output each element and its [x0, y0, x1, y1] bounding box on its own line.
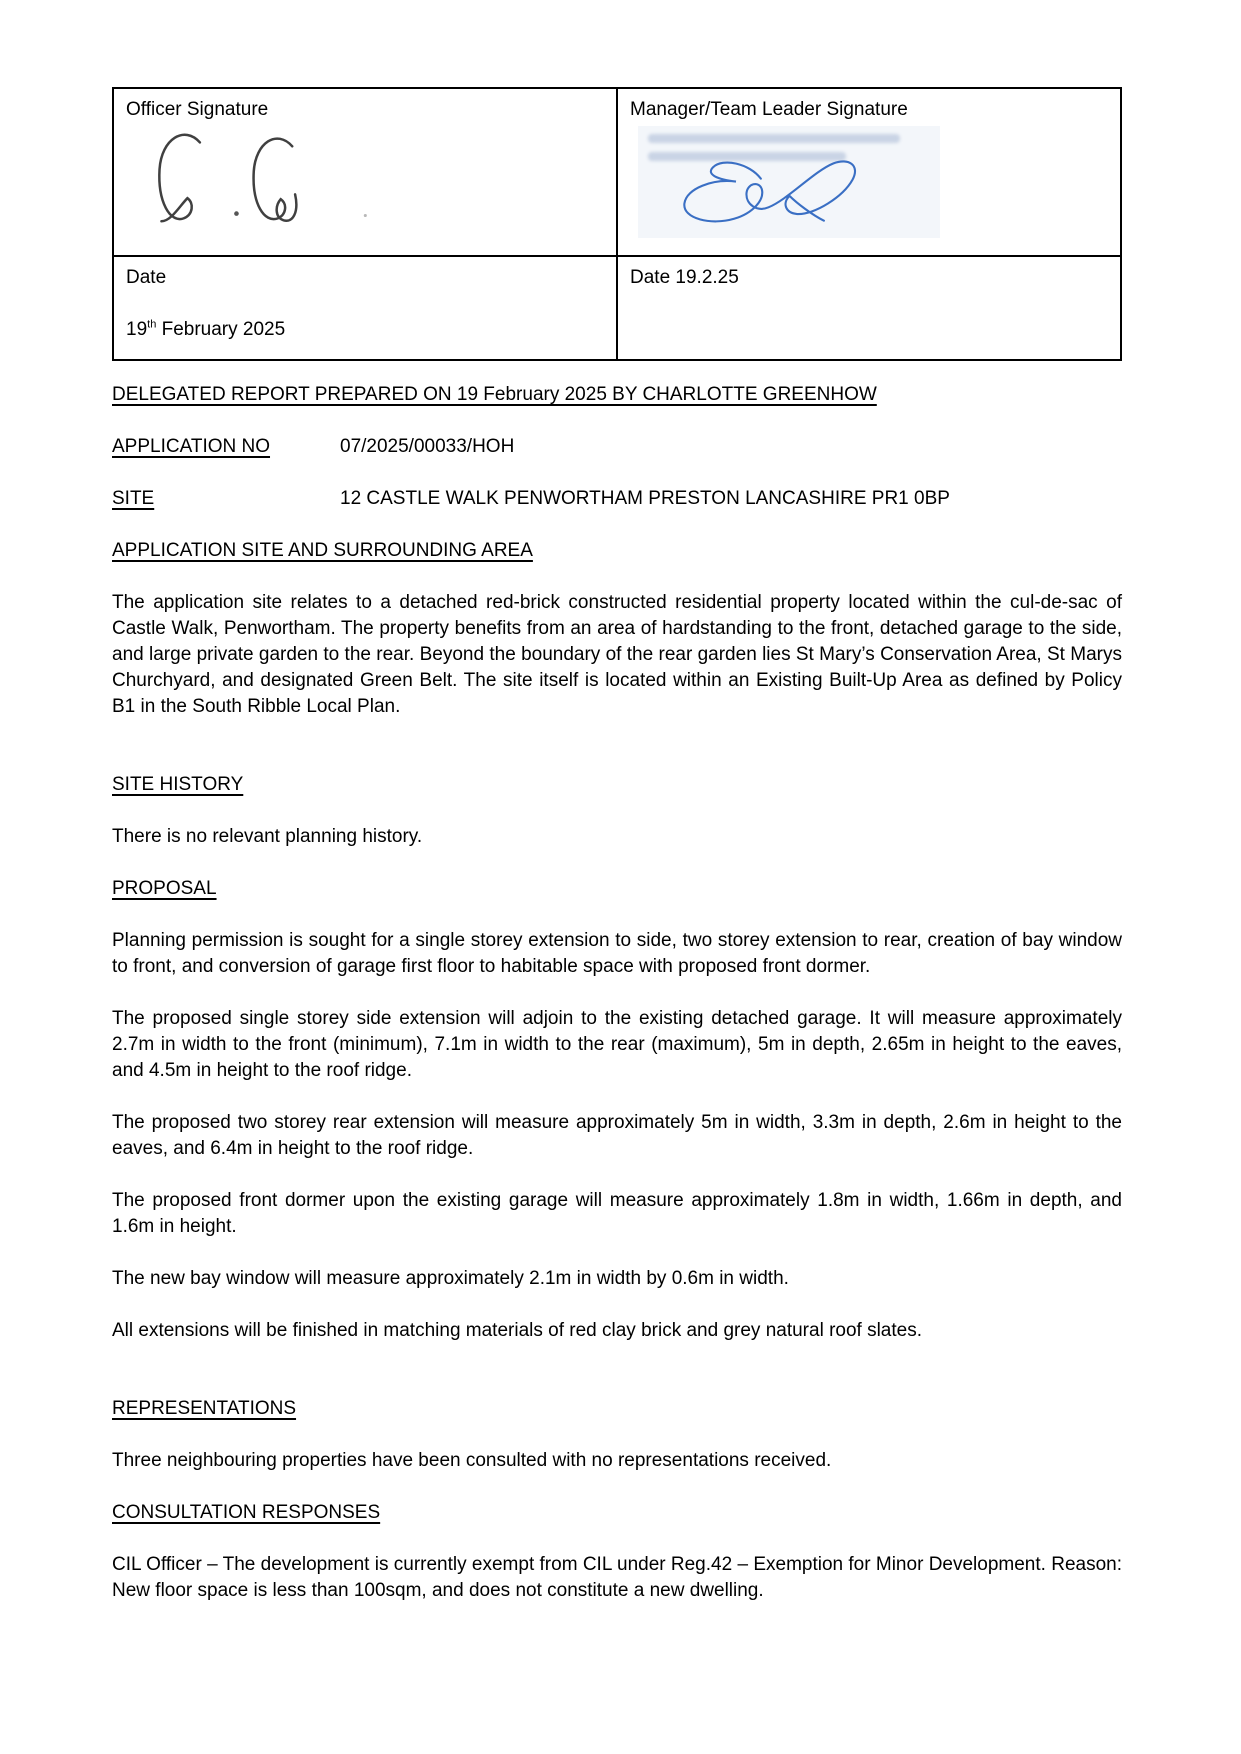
heading-representations: REPRESENTATIONS — [112, 1398, 297, 1419]
signature-table — [112, 87, 1122, 361]
field-label-application-no: APPLICATION NO — [112, 436, 271, 457]
manager-signature-scan — [638, 126, 940, 238]
paragraph-proposal-6: All extensions will be finished in matching materials of red clay brick and grey natural roof slates. — [112, 1320, 922, 1341]
paragraph-proposal-5: The new bay window will measure approximately 2.1m in width by 0.6m in width. — [112, 1268, 789, 1289]
paragraph-application-site: The application site relates to a detached red-brick constructed residential property located within the cul-de-sac of Castle Walk, Penwortham. The property benefits from an area of hardstanding to the front, detached garage to the side, and large private garden to the rear. Beyond the boundary of the rear garden lies St Mary’s Conservation Area, St Marys Churchyard, and designated Green Belt. The site itself is located within an Existing Built-Up Area as defined by Policy B1 in the South Ribble Local Plan. — [112, 592, 1122, 717]
paragraph-proposal-4: The proposed front dormer upon the existing garage will measure approximately 1.8m in width, 1.66m in depth, and 1.6m in height. — [112, 1190, 1122, 1237]
officer-date-value — [126, 317, 604, 343]
field-value-application-no: 07/2025/00033/HOH — [340, 436, 515, 457]
field-site — [112, 486, 1122, 512]
officer-date-cell — [113, 256, 617, 360]
field-value-site: 12 CASTLE WALK PENWORTHAM PRESTON LANCASHIRE PR1 0BP — [340, 488, 950, 509]
paragraph-representations: Three neighbouring properties have been consulted with no representations received. — [112, 1450, 832, 1471]
officer-signature — [148, 127, 604, 237]
officer-signature-label: Officer Signature — [126, 99, 269, 120]
manager-date-value: Date 19.2.25 — [630, 267, 739, 288]
heading-site-history: SITE HISTORY — [112, 774, 244, 795]
heading-consultation-responses: CONSULTATION RESPONSES — [112, 1502, 381, 1523]
paragraph-site-history: There is no relevant planning history. — [112, 826, 423, 847]
signature-dot — [234, 211, 239, 216]
paragraph-consultation-responses: CIL Officer – The development is currently exempt from CIL under Reg.42 – Exemption for Minor Development. Reason: New floor space is less than 100sqm, and does not constitute a new dwelling. — [112, 1554, 1122, 1601]
faint-speck — [364, 214, 367, 217]
manager-date-cell — [617, 256, 1121, 360]
ghost-text-artifact — [648, 134, 900, 143]
paragraph-proposal-3: The proposed two storey rear extension will measure approximately 5m in width, 3.3m in depth, 2.6m in height to the eaves, and 6.4m in height to the roof ridge. — [112, 1112, 1122, 1159]
signature-row — [113, 88, 1121, 256]
manager-signature-icon — [664, 150, 894, 236]
document-content — [112, 87, 1122, 1604]
heading-proposal: PROPOSAL — [112, 878, 217, 899]
date-row — [113, 256, 1121, 360]
officer-date-ordinal: th — [147, 318, 157, 331]
officer-date-label: Date — [126, 267, 167, 288]
manager-signature-label: Manager/Team Leader Signature — [630, 99, 908, 120]
report-title: DELEGATED REPORT PREPARED ON 19 February 2025 BY CHARLOTTE GREENHOW — [112, 384, 877, 405]
officer-signature-cell — [113, 88, 617, 256]
heading-application-site: APPLICATION SITE AND SURROUNDING AREA — [112, 540, 533, 561]
officer-signature-icon — [148, 127, 398, 229]
officer-date-rest: February 2025 — [156, 319, 286, 340]
officer-date-day: 19 — [126, 319, 148, 340]
paragraph-proposal-1: Planning permission is sought for a single storey extension to side, two storey extension to rear, creation of bay window to front, and conversion of garage first floor to habitable space with proposed front dormer. — [112, 930, 1122, 977]
manager-signature-cell — [617, 88, 1121, 256]
paragraph-proposal-2: The proposed single storey side extension will adjoin to the existing detached garage. It will measure approximately 2.7m in width to the front (minimum), 7.1m in width to the rear (maximum), 5m in depth, 2.65m in height to the eaves, and 4.5m in height to the roof ridge. — [112, 1008, 1122, 1081]
field-label-site: SITE — [112, 488, 155, 509]
field-application-no — [112, 434, 1122, 460]
